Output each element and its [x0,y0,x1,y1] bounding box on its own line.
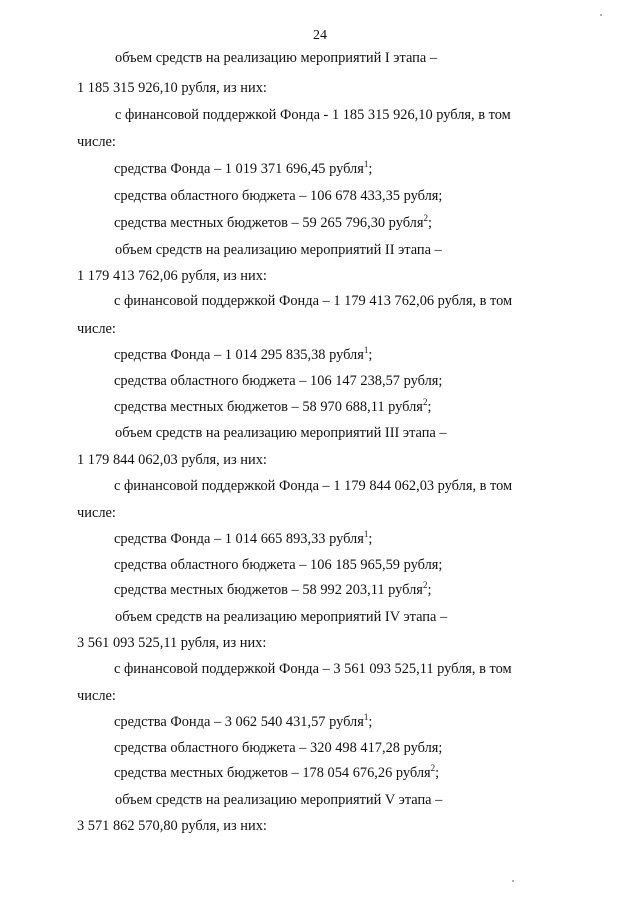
stage-4-fund-support-cont: числе: [77,688,116,704]
stage-1-fund-means-end: ; [368,161,373,177]
stage-2-fund-means [114,346,372,364]
stage-2-fund-support: с финансовой поддержкой Фонда – 1 179 413 762,06 рубля, в том [114,293,513,309]
stage-3-local-budgets-text: средства местных бюджетов – 58 992 203,11 рубля [114,582,423,598]
stage-2-fund-means-text: средства Фонда – 1 014 295 835,38 рубля [114,347,364,363]
stage-1-regional-budget: средства областного бюджета – 106 678 433,35 рубля; [114,188,443,204]
footnote-mark-2: 2 [422,397,428,408]
stage-1-fund-means-text: средства Фонда – 1 019 371 696,45 рубля [114,161,364,177]
stage-2-total-amount: 1 179 413 762,06 рубля, из них: [77,268,267,284]
stage-4-fund-means-text: средства Фонда – 3 062 540 431,57 рубля [114,714,364,730]
stage-4-local-budgets [114,764,439,782]
stage-4-fund-means [114,713,372,731]
stage-3-fund-support-cont: числе: [77,505,116,521]
stage-2-local-budgets-end: ; [427,399,432,415]
stage-4-total-amount: 3 561 093 525,11 рубля, из них: [77,635,267,651]
stage-3-fund-means [114,530,372,548]
stage-4-fund-support: с финансовой поддержкой Фонда – 3 561 093 525,11 рубля, в том [114,661,512,677]
stage-3-total-line: объем средств на реализацию мероприятий III этапа – [115,425,447,441]
stage-1-local-budgets-end: ; [427,215,432,231]
stage-3-fund-means-end: ; [368,531,373,547]
footnote-mark-1: 1 [363,159,369,170]
stage-1-fund-support: с финансовой поддержкой Фонда - 1 185 315 926,10 рубля, в том [115,107,511,123]
stage-4-total-line: объем средств на реализацию мероприятий IV этапа – [115,609,448,625]
stage-2-fund-support-cont: числе: [77,321,116,337]
stage-3-fund-support: с финансовой поддержкой Фонда – 1 179 844 062,03 рубля, в том [114,478,513,494]
stage-1-fund-support-cont: числе: [77,134,116,150]
page-number: 24 [313,28,327,43]
stage-3-fund-means-text: средства Фонда – 1 014 665 893,33 рубля [114,531,364,547]
stage-1-fund-means [114,160,372,178]
stage-1-local-budgets-text: средства местных бюджетов – 59 265 796,30 рубля [114,215,424,231]
footnote-mark-1: 1 [363,529,369,540]
stage-2-local-budgets [114,398,431,416]
footnote-mark-1: 1 [363,712,369,723]
stage-4-local-budgets-text: средства местных бюджетов – 178 054 676,26 рубля [114,765,431,781]
stage-5-total-amount: 3 571 862 570,80 рубля, из них: [77,818,267,834]
stage-2-fund-means-end: ; [368,347,373,363]
stage-3-local-budgets [114,581,431,599]
stage-4-fund-means-end: ; [368,714,373,730]
stage-1-total-amount: 1 185 315 926,10 рубля, из них: [77,80,267,96]
stage-2-local-budgets-text: средства местных бюджетов – 58 970 688,11 рубля [114,399,423,415]
stage-4-regional-budget: средства областного бюджета – 320 498 417,28 рубля; [114,740,443,756]
footnote-mark-2: 2 [422,580,428,591]
stage-2-total-line: объем средств на реализацию мероприятий II этапа – [115,242,442,258]
stage-1-local-budgets [114,214,432,232]
stage-3-local-budgets-end: ; [427,582,432,598]
stage-3-regional-budget: средства областного бюджета – 106 185 965,59 рубля; [114,557,443,573]
stage-3-total-amount: 1 179 844 062,03 рубля, из них: [77,452,267,468]
scan-speck [512,880,514,882]
stage-5-total-line: объем средств на реализацию мероприятий V этапа – [115,792,443,808]
footnote-mark-1: 1 [363,345,369,356]
footnote-mark-2: 2 [423,213,428,224]
stage-2-regional-budget: средства областного бюджета – 106 147 238,57 рубля; [114,373,443,389]
footnote-mark-2: 2 [430,763,436,774]
scan-speck [600,14,602,16]
stage-4-local-budgets-end: ; [435,765,440,781]
stage-1-total-line: объем средств на реализацию мероприятий I этапа – [115,50,438,66]
